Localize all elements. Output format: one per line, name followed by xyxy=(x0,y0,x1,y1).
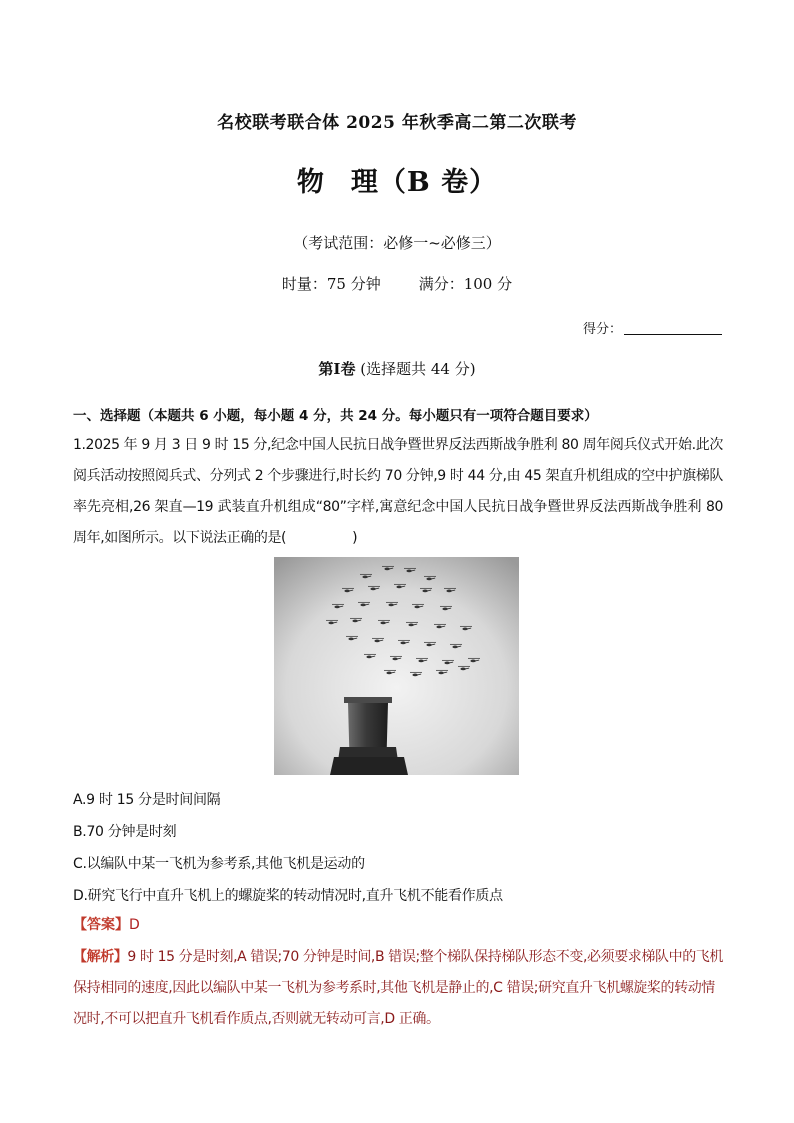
parade-helicopter-photo xyxy=(274,557,519,775)
score-field xyxy=(583,318,722,337)
exam-scope: （考试范围：必修一~必修三） xyxy=(293,234,501,252)
page-title xyxy=(0,160,794,199)
exam-full-score: 满分：100 分 xyxy=(418,275,513,293)
answer-line xyxy=(73,914,140,934)
answer-label: 【答案】 xyxy=(73,917,129,933)
section-title xyxy=(0,358,794,379)
option-c[interactable]: C.以编队中某一飞机为参考系,其他飞机是运动的 xyxy=(73,856,365,872)
question-stem-text: 1.2025 年 9 月 3 日 9 时 15 分,纪念中国人民抗日战争暨世界反法西斯战争胜利 80 周年阅兵仪式开始.此次阅兵活动按照阅兵式、分列式 2 个步骤进行,时长约 70 分钟,9 时 44 分,由 45 架直升机组成的空中护旗梯队率先亮相,26 架直—19 武装直升机组成“80”字样,寓意纪念中国人民抗日战争暨世界反法西斯战争胜利 80 周年,如图所示。以下说法正确的是( xyxy=(73,437,723,546)
analysis-paragraph xyxy=(73,942,723,1035)
analysis-label: 【解析】 xyxy=(73,949,128,965)
part-heading: 一、选择题（本题共 6 小题，每小题 4 分，共 24 分。每小题只有一项符合题目要求） xyxy=(73,408,598,424)
option-d[interactable]: D.研究飞行中直升飞机上的螺旋桨的转动情况时,直升飞机不能看作质点 xyxy=(73,888,503,904)
option-a[interactable]: A.9 时 15 分是时间间隔 xyxy=(73,792,221,808)
exam-time-line xyxy=(0,273,794,294)
score-label: 得分： xyxy=(582,322,622,337)
subject-char: 物 xyxy=(296,167,325,198)
analysis-text: 9 时 15 分是时刻,A 错误;70 分钟是时间,B 错误;整个梯队保持梯队形态不变,必须要求梯队中的飞机保持相同的速度,因此以编队中某一飞机为参考系时,其他飞机是静止的,C 错误;研究直升飞机螺旋桨的转动情况时,不可以把直升飞机看作质点,否则就无转动可言,D 正确。 xyxy=(73,949,724,1027)
section-name: 第Ⅰ卷 xyxy=(318,360,356,378)
subject-paper: 理（B 卷） xyxy=(350,167,498,198)
option-b[interactable]: B.70 分钟是时刻 xyxy=(73,824,177,840)
section-subtitle: (选择题共 44 分) xyxy=(360,360,476,378)
exam-duration: 时量：75 分钟 xyxy=(281,275,381,293)
answer-value: D xyxy=(129,917,140,933)
score-blank[interactable] xyxy=(624,322,722,335)
question-stem-close: ) xyxy=(352,530,358,546)
question-stem xyxy=(73,430,723,554)
exam-header: 名校联考联合体 2025 年秋季高二第二次联考 xyxy=(217,113,577,133)
